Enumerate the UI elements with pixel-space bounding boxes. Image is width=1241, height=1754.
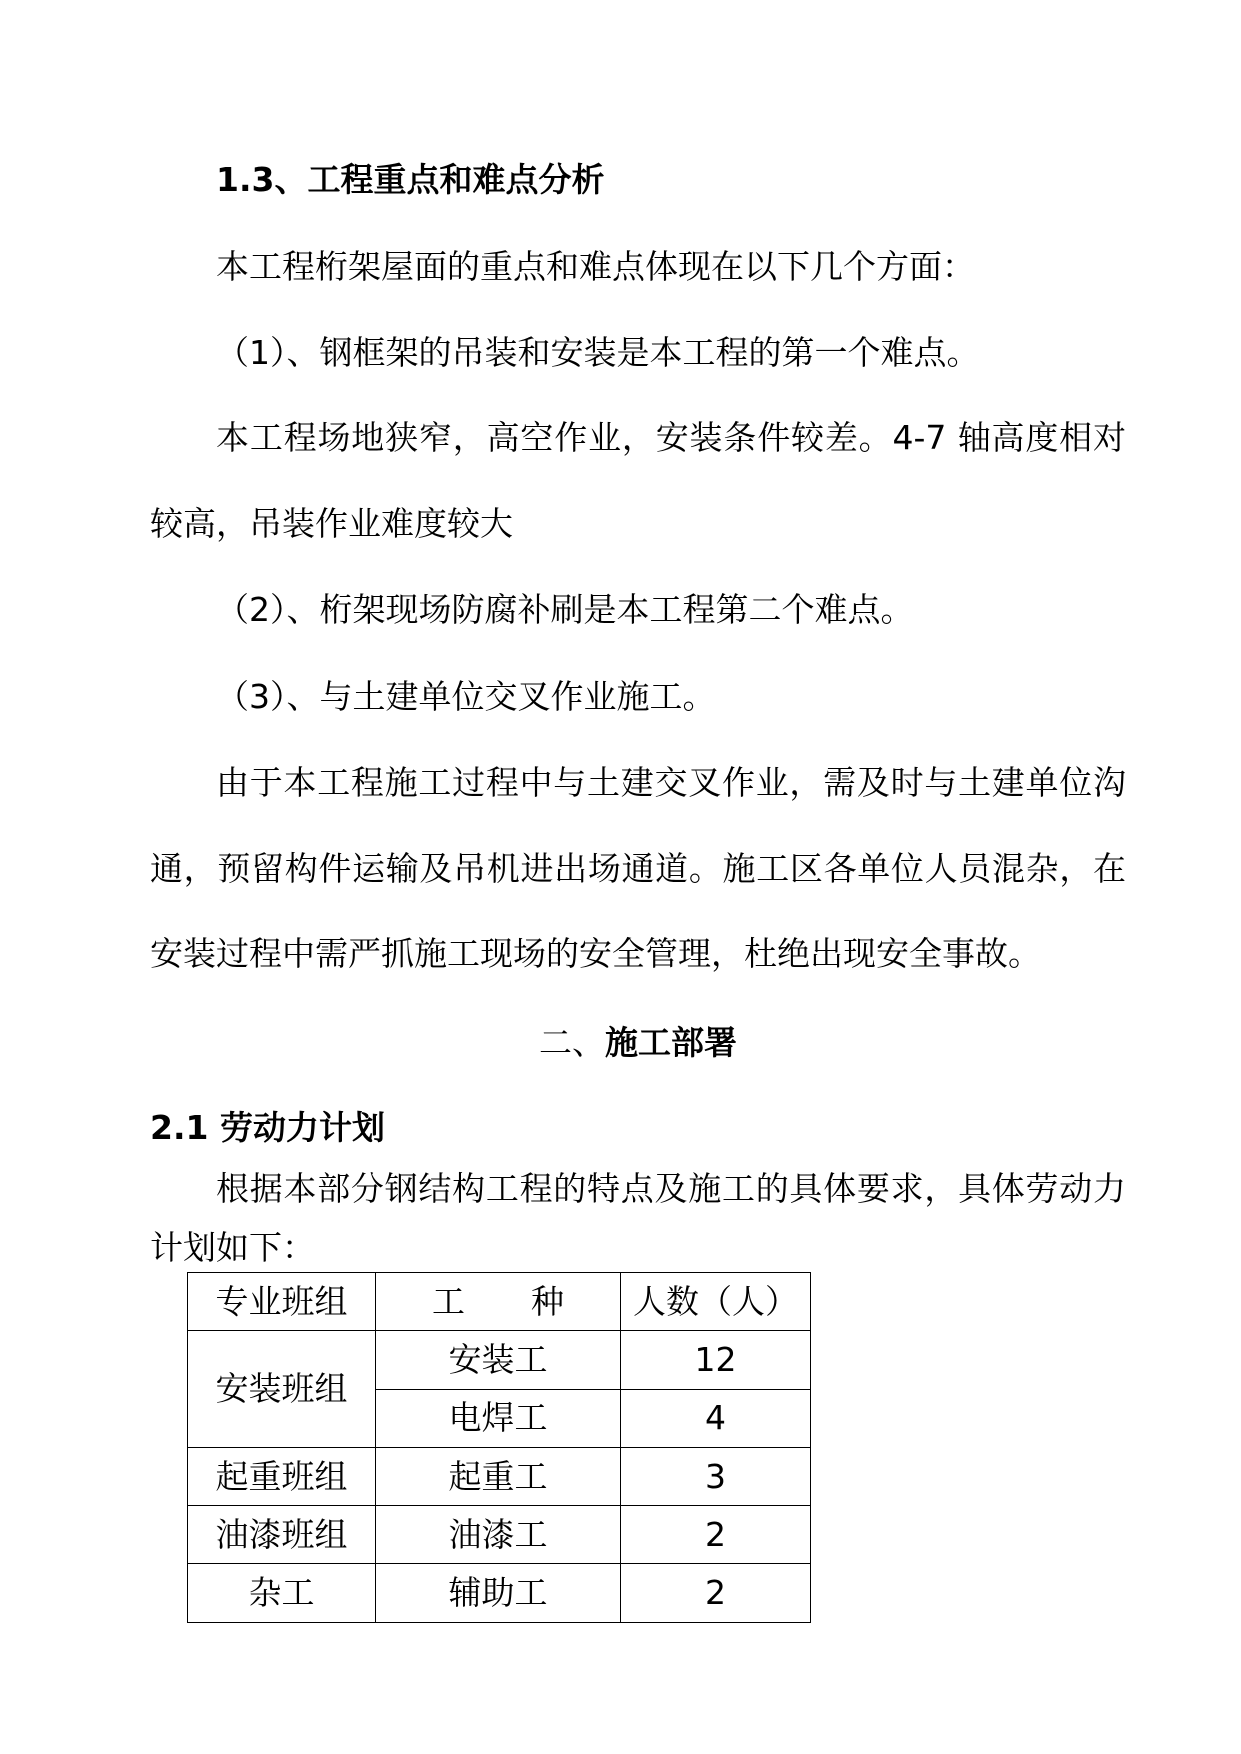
point-1-detail-line: 本工程场地狭窄，高空作业，安装条件较差。4-7 轴高度相对 <box>216 418 1126 457</box>
point-1-detail-line: 较高，吊装作业难度较大 <box>150 504 513 543</box>
team-cell: 安装班组 <box>188 1331 376 1448</box>
team-cell: 油漆班组 <box>188 1506 376 1564</box>
section-1-3-intro: 本工程桁架屋面的重点和难点体现在以下几个方面： <box>216 247 975 286</box>
header-trade: 工 种 <box>376 1273 621 1331</box>
labor-plan-table <box>187 1272 811 1623</box>
point-3-detail-line: 通，预留构件运输及吊机进出场通道。施工区各单位人员混杂，在 <box>150 849 1126 888</box>
header-headcount: 人数（人） <box>621 1273 811 1331</box>
table-row <box>188 1564 811 1622</box>
count-cell: 2 <box>621 1564 811 1622</box>
point-1-title: （1）、钢框架的吊装和安装是本工程的第一个难点。 <box>216 333 980 372</box>
point-3-detail-line: 由于本工程施工过程中与土建交叉作业，需及时与土建单位沟 <box>216 763 1126 802</box>
section-2-1-heading: 2.1 劳动力计划 <box>150 1108 385 1147</box>
table-row <box>188 1506 811 1564</box>
trade-cell: 起重工 <box>376 1447 621 1505</box>
trade-cell: 辅助工 <box>376 1564 621 1622</box>
chapter-2-heading <box>150 1021 1126 1065</box>
table-header-row <box>188 1273 811 1331</box>
point-3-detail-line: 安装过程中需严抓施工现场的安全管理，杜绝出现安全事故。 <box>150 934 1041 973</box>
trade-cell: 电焊工 <box>376 1389 621 1447</box>
trade-cell: 油漆工 <box>376 1506 621 1564</box>
team-cell: 起重班组 <box>188 1447 376 1505</box>
section-2-1-intro-line: 根据本部分钢结构工程的特点及施工的具体要求，具体劳动力 <box>216 1169 1126 1208</box>
section-1-3-heading: 1.3、工程重点和难点分析 <box>216 160 605 199</box>
count-cell: 2 <box>621 1506 811 1564</box>
count-cell: 4 <box>621 1389 811 1447</box>
section-2-1-intro-line: 计划如下： <box>150 1228 315 1267</box>
point-2-title: （2）、桁架现场防腐补刷是本工程第二个难点。 <box>216 590 914 629</box>
trade-cell: 安装工 <box>376 1331 621 1389</box>
team-cell: 杂工 <box>188 1564 376 1622</box>
table-row <box>188 1331 811 1389</box>
table-row <box>188 1447 811 1505</box>
count-cell: 3 <box>621 1447 811 1505</box>
header-team: 专业班组 <box>188 1273 376 1331</box>
chapter-2-title: 施工部署 <box>605 1023 737 1062</box>
point-3-title: （3）、与土建单位交叉作业施工。 <box>216 677 716 716</box>
chapter-2-number: 二、 <box>539 1023 605 1062</box>
count-cell: 12 <box>621 1331 811 1389</box>
